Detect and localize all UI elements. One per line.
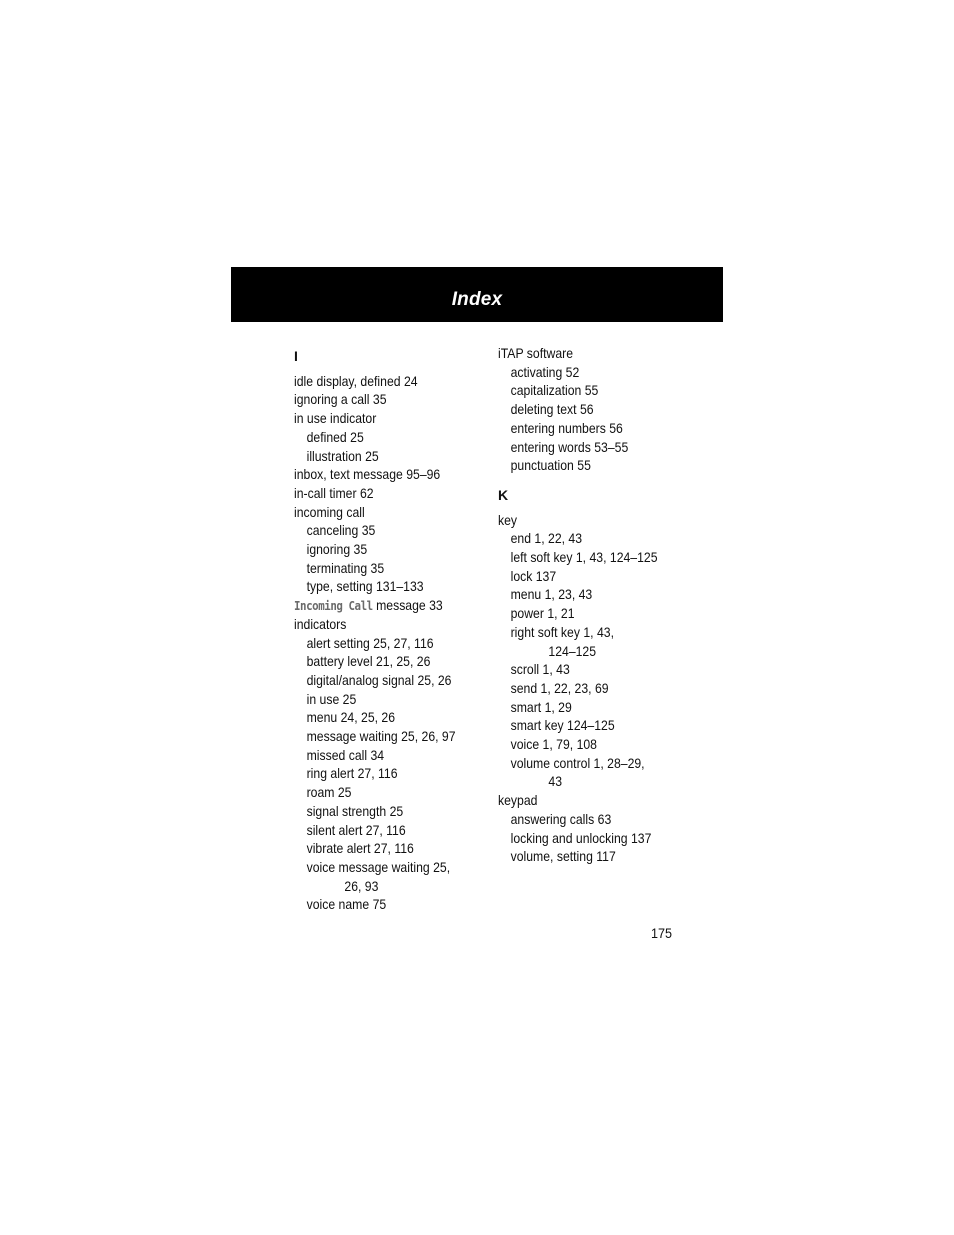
index-entry	[498, 755, 687, 774]
index-header-bar	[231, 267, 723, 322]
index-entry-text: punctuation 55	[510, 458, 591, 474]
index-entry	[498, 401, 687, 420]
index-entry-text: indicators	[294, 616, 347, 632]
index-entry-text: roam 25	[306, 785, 352, 801]
index-entry-text: 124–125	[548, 643, 597, 659]
index-entry	[498, 530, 687, 549]
index-entry	[294, 653, 474, 672]
index-entry-text: scroll 1, 43	[510, 662, 570, 678]
index-entry	[498, 848, 687, 867]
index-entry	[294, 504, 474, 523]
index-entry-text: send 1, 22, 23, 69	[510, 680, 609, 696]
index-entry	[294, 803, 474, 822]
index-entry	[294, 466, 474, 485]
index-entry	[498, 811, 687, 830]
index-entry-text: answering calls 63	[510, 811, 612, 827]
index-entry-text: battery level 21, 25, 26	[306, 654, 431, 670]
index-entry-text: volume, setting 117	[510, 849, 616, 865]
index-entry-text: ignoring a call 35	[294, 392, 387, 408]
index-entry-text: message 33	[372, 598, 443, 614]
index-column-right	[498, 345, 708, 867]
index-entry-text: menu 24, 25, 26	[306, 710, 396, 726]
index-entry	[294, 822, 474, 841]
index-entry-text: key	[498, 512, 518, 528]
index-entry	[294, 485, 474, 504]
index-entry-text: 26, 93	[344, 878, 379, 894]
index-entry	[498, 586, 687, 605]
index-entry	[498, 568, 687, 587]
index-entry	[294, 896, 474, 915]
index-entry-text: alert setting 25, 27, 116	[306, 635, 434, 651]
index-entry	[498, 643, 687, 662]
index-entry	[294, 597, 474, 616]
index-entry-text: terminating 35	[306, 560, 385, 576]
page-number: 175	[651, 925, 673, 941]
index-entry	[294, 616, 474, 635]
index-entry	[294, 728, 474, 747]
index-entry	[498, 420, 687, 439]
index-entry	[498, 717, 687, 736]
index-entry	[498, 345, 687, 364]
index-entry-text: locking and unlocking 137	[510, 830, 652, 846]
index-entry-text: idle display, defined 24	[294, 373, 418, 389]
index-entry	[294, 878, 474, 897]
index-entry	[498, 830, 687, 849]
index-entry-text: incoming call	[294, 504, 365, 520]
index-entry	[498, 736, 687, 755]
index-entry-text: voice message waiting 25,	[306, 859, 451, 875]
index-entry-text: 43	[548, 774, 563, 790]
index-entry	[498, 792, 687, 811]
index-entries-left	[294, 373, 494, 915]
index-entry-text: right soft key 1, 43,	[510, 624, 614, 640]
index-entry-text: power 1, 21	[510, 606, 575, 622]
index-entry	[294, 709, 474, 728]
display-text-label: Incoming Call	[294, 599, 373, 614]
index-entry	[498, 457, 687, 476]
index-entries-right	[498, 512, 708, 867]
index-entry-text: end 1, 22, 43	[510, 531, 583, 547]
index-entry	[498, 680, 687, 699]
index-entry	[498, 699, 687, 718]
index-entry-text: capitalization 55	[510, 383, 599, 399]
index-entry-text: in-call timer 62	[294, 485, 374, 501]
index-entry-text: missed call 34	[306, 747, 385, 763]
index-entry	[294, 691, 474, 710]
index-entry	[294, 541, 474, 560]
index-entry-text: entering numbers 56	[510, 420, 623, 436]
index-entry-text: in use 25	[306, 691, 357, 707]
index-entry	[294, 784, 474, 803]
index-entry	[498, 661, 687, 680]
index-entry	[294, 373, 474, 392]
index-entry	[294, 578, 474, 597]
index-entries-right-top	[498, 345, 708, 476]
index-entry	[294, 840, 474, 859]
index-entry-text: illustration 25	[306, 448, 379, 464]
index-entry	[294, 747, 474, 766]
index-entry	[294, 410, 474, 429]
index-entry-text: signal strength 25	[306, 803, 404, 819]
index-entry	[498, 439, 687, 458]
index-entry-text: volume control 1, 28–29,	[510, 755, 645, 771]
index-entry	[294, 429, 474, 448]
index-entry-text: left soft key 1, 43, 124–125	[510, 550, 658, 566]
index-entry-text: activating 52	[510, 364, 580, 380]
index-entry-text: lock 137	[510, 568, 557, 584]
index-entry	[498, 512, 687, 531]
index-entry-text: smart key 124–125	[510, 718, 615, 734]
index-entry	[294, 448, 474, 467]
index-entry	[294, 672, 474, 691]
index-entry-text: vibrate alert 27, 116	[306, 841, 414, 857]
index-entry-text: iTAP software	[498, 346, 574, 361]
index-entry	[498, 605, 687, 624]
index-entry	[294, 522, 474, 541]
index-entry-text: ring alert 27, 116	[306, 766, 398, 782]
index-column-left	[294, 345, 494, 915]
index-entry-text: menu 1, 23, 43	[510, 587, 593, 603]
index-entry	[294, 560, 474, 579]
page-title: Index	[451, 289, 503, 310]
index-entry-text: ignoring 35	[306, 542, 368, 558]
index-entry-text: canceling 35	[306, 523, 376, 539]
index-entry-text: message waiting 25, 26, 97	[306, 729, 456, 745]
index-entry-text: digital/analog signal 25, 26	[306, 672, 452, 688]
index-entry	[294, 859, 474, 878]
index-entry-text: inbox, text message 95–96	[294, 467, 441, 483]
index-entry	[294, 765, 474, 784]
section-letter-i: I	[294, 348, 298, 364]
index-entry-text: deleting text 56	[510, 402, 594, 418]
index-entry-text: defined 25	[306, 429, 364, 445]
section-letter-k: K	[498, 486, 509, 503]
index-entry	[498, 773, 687, 792]
index-entry	[498, 624, 687, 643]
index-entry-text: voice 1, 79, 108	[510, 737, 597, 753]
index-entry-text: in use indicator	[294, 411, 377, 427]
index-entry-text: voice name 75	[306, 897, 387, 913]
index-entry-text: smart 1, 29	[510, 699, 572, 715]
index-entry-text: type, setting 131–133	[306, 579, 424, 595]
index-entry-text: silent alert 27, 116	[306, 822, 406, 838]
index-entry	[498, 382, 687, 401]
index-entry	[294, 635, 474, 654]
index-entry-text: entering words 53–55	[510, 439, 629, 455]
index-entry	[498, 364, 687, 383]
index-entry-text: keypad	[498, 793, 538, 809]
index-entry	[498, 549, 687, 568]
index-entry	[294, 391, 474, 410]
